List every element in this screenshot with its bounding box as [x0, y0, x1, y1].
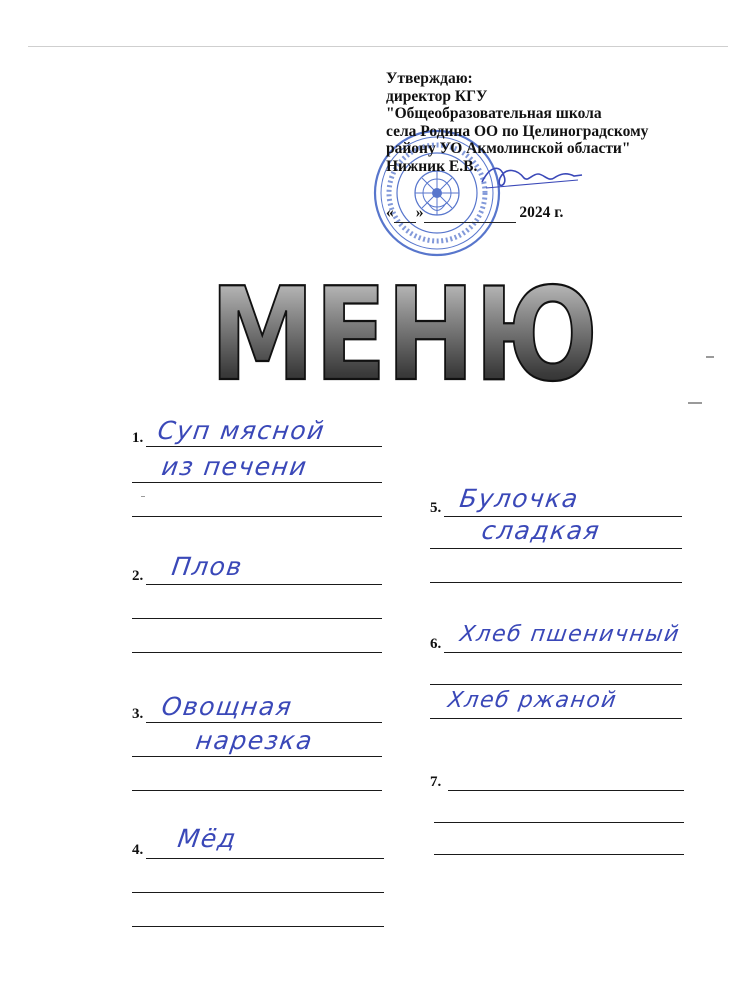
- menu-item-text: нарезка: [193, 726, 316, 755]
- date-close-quote: »: [415, 204, 424, 221]
- signature: [478, 156, 588, 196]
- scan-speck: [688, 402, 702, 404]
- menu-item-text: Булочка: [457, 484, 581, 513]
- approval-heading: Утверждаю:: [386, 70, 473, 87]
- writing-line: [448, 790, 684, 791]
- writing-line: [132, 652, 382, 653]
- writing-line: [132, 618, 382, 619]
- date-year: 2024 г.: [519, 204, 564, 221]
- writing-line: [132, 790, 382, 791]
- menu-item-number: 1.: [132, 430, 144, 446]
- approval-org-line1: "Общеобразовательная школа: [386, 105, 602, 122]
- date-open-quote: «: [386, 204, 394, 221]
- date-day-blank: [394, 204, 416, 223]
- writing-line: [430, 684, 682, 685]
- writing-line: [146, 446, 382, 447]
- menu-item-text: Суп мясной: [155, 416, 328, 445]
- writing-line: [132, 516, 382, 517]
- scan-speck: [706, 356, 714, 358]
- menu-item-text: Плов: [169, 552, 245, 581]
- approval-org-line2: села Родина ОО по Целиноградскому: [386, 122, 649, 140]
- approval-org-line3: району УО Акмолинской области": [386, 140, 631, 157]
- writing-line: [132, 482, 382, 483]
- menu-item-number: 5.: [430, 500, 442, 516]
- writing-line: [132, 756, 382, 757]
- menu-item-text: Мёд: [175, 824, 239, 853]
- writing-line: [146, 722, 382, 723]
- menu-item-text: Хлеб ржаной: [446, 688, 619, 713]
- menu-item-number: 4.: [132, 842, 144, 858]
- scan-edge-line: [28, 46, 728, 47]
- menu-item-text: сладкая: [479, 516, 603, 545]
- writing-line: [430, 582, 682, 583]
- menu-item-number: 6.: [430, 636, 442, 652]
- menu-title: [208, 261, 600, 410]
- menu-item-text: из печени: [159, 452, 310, 481]
- writing-line: [430, 548, 682, 549]
- writing-line: [146, 584, 382, 585]
- menu-item-number: 3.: [132, 706, 144, 722]
- approval-position: директор КГУ: [386, 87, 488, 105]
- writing-line: [132, 892, 384, 893]
- writing-line: [444, 652, 682, 653]
- writing-line: [430, 718, 682, 719]
- approval-signer-name: Нижник Е.В.: [386, 157, 478, 175]
- writing-line: [132, 926, 384, 927]
- menu-item-number: 2.: [132, 568, 144, 584]
- menu-item-text: Хлеб пшеничный: [458, 622, 682, 647]
- approval-date: [386, 204, 563, 223]
- writing-line: [434, 822, 684, 823]
- writing-line: [434, 854, 684, 855]
- writing-line: [146, 858, 384, 859]
- menu-item-number: 7.: [430, 774, 442, 790]
- scan-speck: [141, 496, 145, 497]
- menu-title-text: МЕНЮ: [210, 261, 598, 410]
- date-month-blank: [424, 204, 516, 223]
- menu-item-text: Овощная: [159, 692, 295, 721]
